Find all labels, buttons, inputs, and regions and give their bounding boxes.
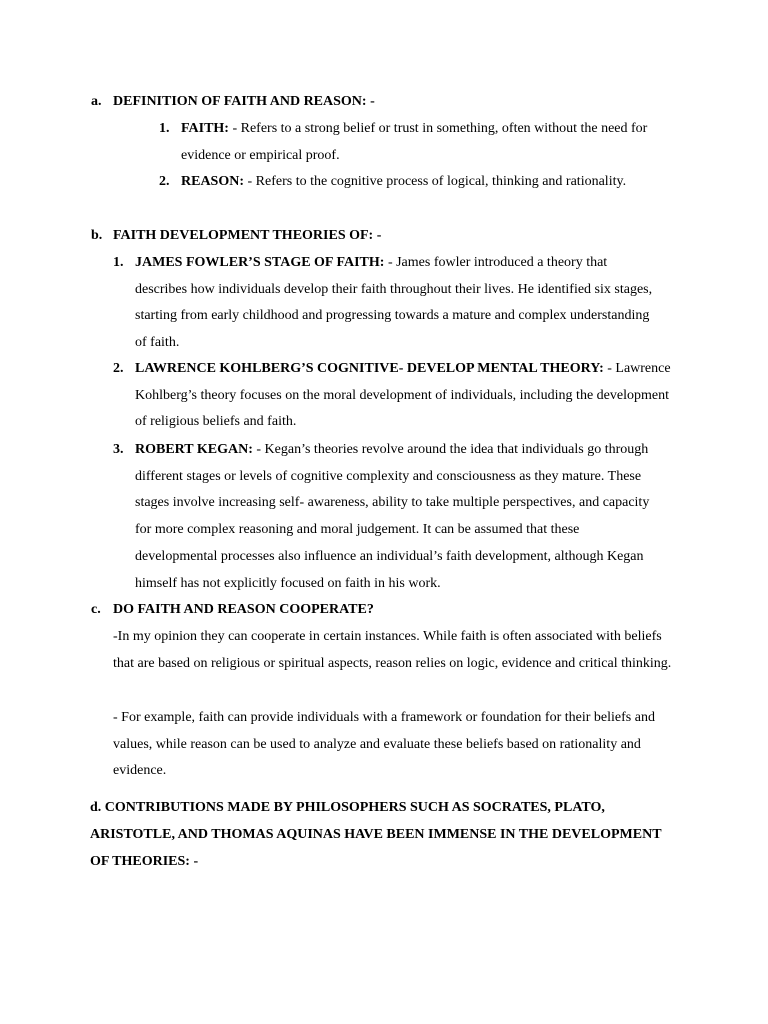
section-c-paragraph-1: -In my opinion they can cooperate in certain instances. While faith is often associated with beliefs that are based on religious or spiritual aspects, reason relies on logic, evidence and critical thinking. <box>113 629 672 671</box>
section-c-paragraph-2: - For example, faith can provide individuals with a framework or foundation for their beliefs and values, while reason can be used to analyze and evaluate these beliefs based on rationality and evidence. <box>113 710 655 779</box>
section-a-item-1-number: 1. <box>159 121 170 136</box>
section-c-title: DO FAITH AND REASON COOPERATE? <box>113 602 374 617</box>
section-b-item-kohlberg <box>113 356 675 436</box>
section-a-marker: a. <box>91 94 102 109</box>
section-b-marker: b. <box>91 228 103 243</box>
section-a-item-2-number: 2. <box>159 174 170 189</box>
section-b-item-kegan <box>113 437 665 597</box>
section-a-heading <box>91 89 375 116</box>
section-b-item-3-number: 3. <box>113 442 124 457</box>
section-b-item-3-text: - Kegan’s theories revolve around the idea that individuals go through different stages or levels of cognitive complexity and consciousness as they mature. These stages involve increasing self- awareness, ability to take multiple perspectives, and capacity for more complex reasoning and moral judgement. It can be assumed that these developmental processes also influence an individual’s faith development, although Kegan himself has not explicitly focused on faith in his work. <box>135 442 650 591</box>
section-b-title: FAITH DEVELOPMENT THEORIES OF: - <box>113 228 382 243</box>
section-c-marker: c. <box>91 602 101 617</box>
section-a-title: DEFINITION OF FAITH AND REASON: - <box>113 94 375 109</box>
section-b-item-3-term: ROBERT KEGAN: <box>135 442 253 457</box>
section-a-item-1-term: FAITH: <box>181 121 229 136</box>
section-a-item-reason <box>159 169 681 196</box>
section-b-heading <box>91 223 382 250</box>
section-b-item-1-number: 1. <box>113 255 124 270</box>
section-b-item-2-number: 2. <box>113 361 124 376</box>
section-b-item-1-term: JAMES FOWLER’S STAGE OF FAITH: <box>135 255 385 270</box>
section-b-item-fowler <box>113 250 655 357</box>
section-d-heading: d. CONTRIBUTIONS MADE BY PHILOSOPHERS SUCH AS SOCRATES, PLATO, ARISTOTLE, AND THOMAS AQUINAS HAVE BEEN IMMENSE IN THE DEVELOPMENT OF THEORIES: - <box>90 800 662 869</box>
section-a-item-1-text: - Refers to a strong belief or trust in something, often without the need for evidence or empirical proof. <box>181 121 648 163</box>
section-b-item-2-term: LAWRENCE KOHLBERG’S COGNITIVE- DEVELOP MENTAL THEORY: <box>135 361 604 376</box>
section-b-item-2-text: - Lawrence Kohlberg’s theory focuses on the moral development of individuals, including the development of religious beliefs and faith. <box>135 361 671 430</box>
section-a-item-2-term: REASON: <box>181 174 245 189</box>
section-b-item-1-text: - James fowler introduced a theory that describes how individuals develop their faith throughout their lives. He identified six stages, starting from early childhood and progressing towards a mature and complex understanding of faith. <box>135 255 653 351</box>
section-c-heading <box>91 597 374 624</box>
section-a-item-faith <box>159 116 671 169</box>
section-a-item-2-text: - Refers to the cognitive process of logical, thinking and rationality. <box>244 174 627 189</box>
